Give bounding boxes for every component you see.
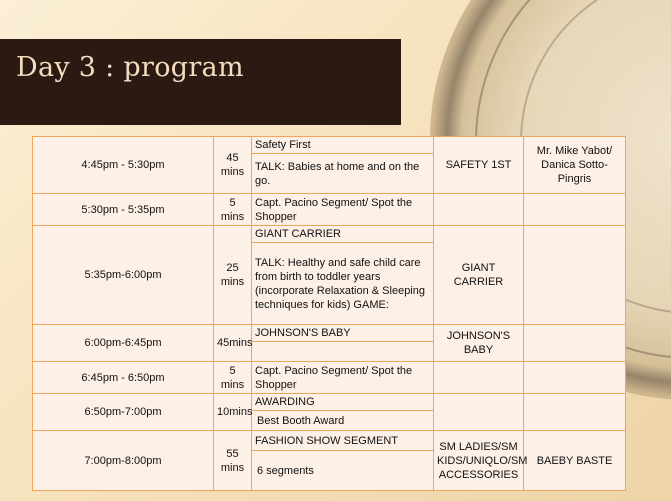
- sponsor-cell: SM LADIES/SM KIDS/UNIQLO/SM ACCESSORIES: [434, 431, 524, 491]
- sponsor-cell: GIANT CARRIER: [434, 226, 524, 325]
- host-cell: [524, 194, 626, 226]
- segment-cell: GIANT CARRIER: [252, 226, 434, 243]
- host-cell: [524, 362, 626, 394]
- segment-cell: TALK: Babies at home and on the go.: [252, 154, 434, 194]
- sponsor-cell: [434, 194, 524, 226]
- segment-cell: Best Booth Award: [252, 411, 434, 431]
- duration-cell: 55 mins: [214, 431, 252, 491]
- host-cell: BAEBY BASTE: [524, 431, 626, 491]
- table-row: [33, 226, 626, 243]
- table-row: [33, 325, 626, 342]
- segment-cell: [252, 342, 434, 362]
- segment-cell: 6 segments: [252, 451, 434, 491]
- duration-cell: 10mins: [214, 394, 252, 431]
- table-row: [33, 362, 626, 394]
- slide-title: Day 3 : program: [16, 52, 244, 83]
- duration-cell: 5 mins: [214, 362, 252, 394]
- sponsor-cell: [434, 394, 524, 431]
- segment-cell: Capt. Pacino Segment/ Spot the Shopper: [252, 194, 434, 226]
- segment-cell: Capt. Pacino Segment/ Spot the Shopper: [252, 362, 434, 394]
- time-cell: 6:00pm-6:45pm: [33, 325, 214, 362]
- program-table: [32, 136, 626, 491]
- time-cell: 4:45pm - 5:30pm: [33, 137, 214, 194]
- segment-cell: Safety First: [252, 137, 434, 154]
- duration-cell: 45mins: [214, 325, 252, 362]
- table-row: [33, 394, 626, 411]
- time-cell: 6:50pm-7:00pm: [33, 394, 214, 431]
- sponsor-cell: SAFETY 1ST: [434, 137, 524, 194]
- duration-cell: 5 mins: [214, 194, 252, 226]
- host-cell: [524, 394, 626, 431]
- time-cell: 6:45pm - 6:50pm: [33, 362, 214, 394]
- sponsor-cell: [434, 362, 524, 394]
- segment-cell: TALK: Healthy and safe child care from birth to toddler years (incorporate Relaxation & Sleeping techniques for kids) GAME:: [252, 243, 434, 325]
- host-cell: [524, 325, 626, 362]
- duration-cell: 45 mins: [214, 137, 252, 194]
- duration-cell: 25 mins: [214, 226, 252, 325]
- segment-cell: FASHION SHOW SEGMENT: [252, 431, 434, 451]
- host-cell: Mr. Mike Yabot/ Danica Sotto-Pingris: [524, 137, 626, 194]
- time-cell: 5:30pm - 5:35pm: [33, 194, 214, 226]
- table-row: [33, 194, 626, 226]
- time-cell: 5:35pm-6:00pm: [33, 226, 214, 325]
- segment-cell: AWARDING: [252, 394, 434, 411]
- segment-cell: JOHNSON'S BABY: [252, 325, 434, 342]
- table-row: [33, 431, 626, 451]
- host-cell: [524, 226, 626, 325]
- table-row: [33, 137, 626, 154]
- sponsor-cell: JOHNSON'S BABY: [434, 325, 524, 362]
- time-cell: 7:00pm-8:00pm: [33, 431, 214, 491]
